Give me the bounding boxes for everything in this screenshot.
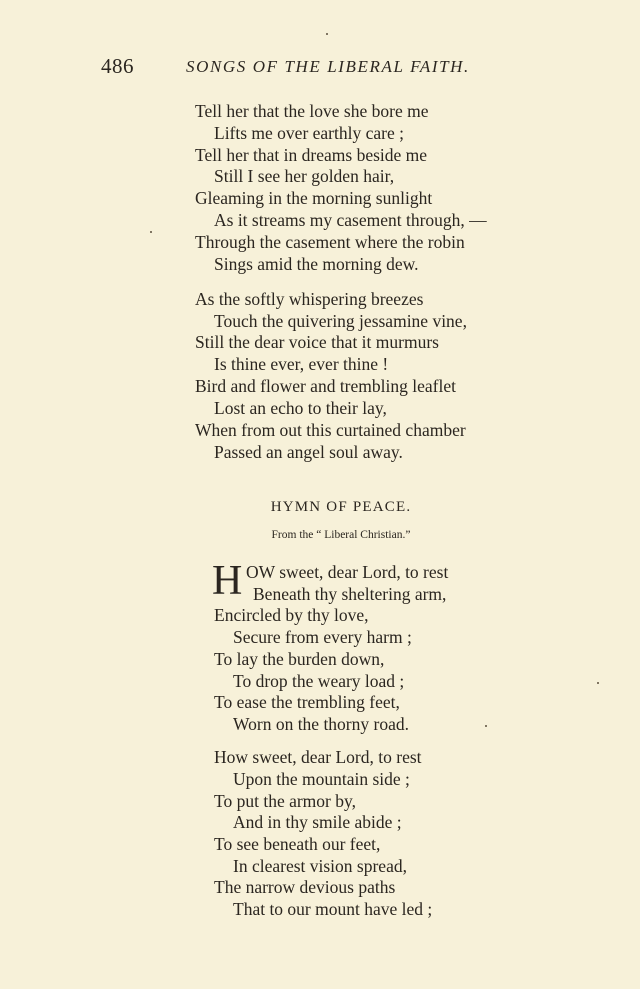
poem-line: Encircled by thy love, <box>214 605 369 625</box>
page-number: 486 <box>101 54 134 78</box>
poem-line: To drop the weary load ; <box>233 671 405 691</box>
poem-line: OW sweet, dear Lord, to rest <box>246 562 449 582</box>
poem-line: The narrow devious paths <box>214 877 396 897</box>
paper-speck <box>597 682 599 684</box>
poem-line: To ease the trembling feet, <box>214 692 400 712</box>
poem-line: Passed an angel soul away. <box>214 442 403 462</box>
hymn-source: From the “ Liberal Christian.” <box>271 529 411 541</box>
poem-line: Through the casement where the robin <box>195 232 465 252</box>
poem-line: Touch the quivering jessamine vine, <box>214 311 467 331</box>
poem-line: Is thine ever, ever thine ! <box>214 354 389 374</box>
poem-line: To lay the burden down, <box>214 649 385 669</box>
paper-speck <box>326 33 328 35</box>
hymn-title: HYMN OF PEACE. <box>270 499 412 515</box>
paper-speck <box>150 231 152 233</box>
poem-line: And in thy smile abide ; <box>233 812 402 832</box>
poem-line: Lost an echo to their lay, <box>214 398 387 418</box>
poem-line: In clearest vision spread, <box>233 856 407 876</box>
poem-line: Worn on the thorny road. <box>233 714 409 734</box>
poem-line: Still the dear voice that it murmurs <box>195 332 439 352</box>
poem-line: Gleaming in the morning sunlight <box>195 188 433 208</box>
running-title: SONGS OF THE LIBERAL FAITH. <box>186 57 470 76</box>
poem-line: Still I see her golden hair, <box>214 166 395 186</box>
poem-line: How sweet, dear Lord, to rest <box>214 747 422 767</box>
poem-line: Beneath thy sheltering arm, <box>253 584 447 604</box>
poem-line: To put the armor by, <box>214 791 356 811</box>
drop-cap: H <box>212 558 243 604</box>
poem-line: Upon the mountain side ; <box>233 769 410 789</box>
poem-line: As it streams my casement through, — <box>214 210 487 230</box>
poem-line: Bird and flower and trembling leaflet <box>195 376 456 396</box>
poem-line: Tell her that in dreams beside me <box>195 145 428 165</box>
poem-line: When from out this curtained chamber <box>195 420 466 440</box>
page-header <box>0 54 640 84</box>
poem-line: Sings amid the morning dew. <box>214 254 419 274</box>
poem-line: Secure from every harm ; <box>233 627 412 647</box>
poem-line: Tell her that the love she bore me <box>195 101 429 121</box>
poem-line: As the softly whispering breezes <box>195 289 424 309</box>
poem-line: That to our mount have led ; <box>233 899 433 919</box>
paper-speck <box>485 725 487 727</box>
poem-line: To see beneath our feet, <box>214 834 381 854</box>
poem-line: Lifts me over earthly care ; <box>214 123 404 143</box>
